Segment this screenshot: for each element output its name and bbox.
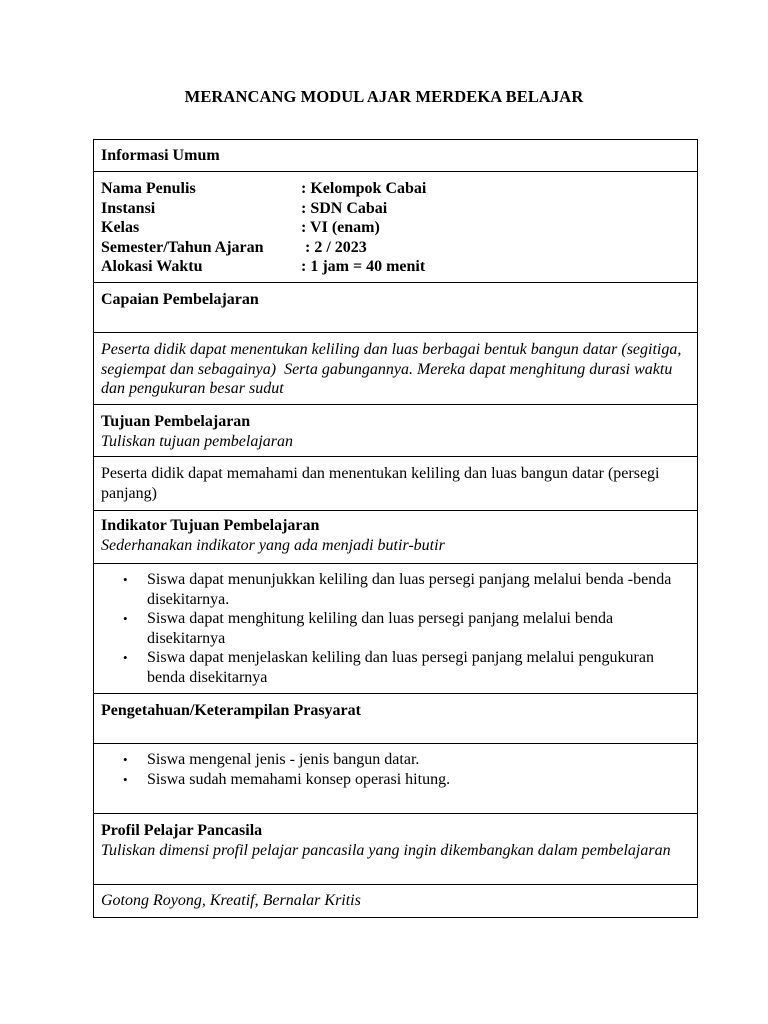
prasyarat-header-row — [94, 694, 698, 744]
prasyarat-body-row — [94, 744, 698, 814]
profil-heading: Profil Pelajar Pancasila — [101, 822, 263, 839]
informasi-umum-row — [94, 172, 698, 283]
prasyarat-list — [101, 750, 690, 789]
tujuan-header-row — [94, 405, 698, 457]
bullet-icon: • — [123, 611, 128, 626]
tujuan-body: Peserta didik dapat memahami dan menentukan keliling dan luas bangun datar (persegi panjang) — [94, 457, 698, 511]
field-label: Alokasi Waktu — [101, 258, 203, 275]
tujuan-heading: Tujuan Pembelajaran — [101, 413, 251, 430]
indikator-heading: Indikator Tujuan Pembelajaran — [101, 517, 320, 534]
field-value: : SDN Cabai — [301, 199, 388, 217]
indikator-body-row — [94, 564, 698, 694]
bullet-icon: • — [123, 771, 128, 787]
field-value: : Kelompok Cabai — [301, 180, 427, 197]
tujuan-hint: Tuliskan tujuan pembelajaran — [101, 432, 293, 450]
profil-body-row — [94, 885, 698, 918]
list-item: • Siswa mengenal jenis - jenis bangun datar. — [123, 751, 420, 768]
bullet-icon: • — [123, 650, 128, 665]
field-value: : 1 jam = 40 menit — [301, 258, 426, 275]
list-item: • Siswa dapat menunjukkan keliling dan luas persegi panjang melalui benda -benda disekitarnya. — [123, 571, 672, 608]
indikator-hint: Sederhanakan indikator yang ada menjadi butir-butir — [101, 536, 445, 554]
field-label: Instansi — [101, 199, 156, 217]
field-label: Semester/Tahun Ajaran — [101, 238, 264, 256]
bullet-icon: • — [123, 572, 128, 587]
profil-header-row — [94, 814, 698, 885]
bullet-icon: • — [123, 752, 128, 767]
info-grid — [101, 179, 690, 277]
capaian-heading: Capaian Pembelajaran — [94, 283, 698, 333]
indikator-header-row — [94, 511, 698, 564]
capaian-body: Peserta didik dapat menentukan keliling dan luas berbagai bentuk bangun datar (segitiga, segiempat dan sebagainya) Serta gabungannya. Mereka dapat menghitung durasi waktu dan pengukuran besar sudut — [94, 333, 698, 405]
prasyarat-heading: Pengetahuan/Keterampilan Prasyarat — [94, 694, 698, 744]
profil-hint: Tuliskan dimensi profil pelajar pancasila yang ingin dikembangkan dalam pembelajaran — [101, 841, 671, 859]
document-title: MERANCANG MODUL AJAR MERDEKA BELAJAR — [184, 87, 584, 106]
informasi-umum-header-row — [94, 140, 698, 172]
field-value: : VI (enam) — [301, 219, 380, 236]
field-value: : 2 / 2023 — [301, 238, 367, 256]
field-label: Kelas — [101, 219, 140, 236]
list-item: • Siswa dapat menghitung keliling dan luas persegi panjang melalui benda disekitarnya — [123, 610, 614, 647]
indikator-list — [101, 570, 690, 687]
tujuan-body-row — [94, 457, 698, 511]
capaian-header-row — [94, 283, 698, 333]
list-item: • Siswa dapat menjelaskan keliling dan luas persegi panjang melalui pengukuran benda disekitarnya — [123, 649, 654, 686]
capaian-body-row — [94, 333, 698, 405]
profil-body: Gotong Royong, Kreatif, Bernalar Kritis — [94, 885, 698, 918]
informasi-umum-heading: Informasi Umum — [94, 140, 698, 172]
field-label: Nama Penulis — [101, 180, 196, 197]
list-item: • Siswa sudah memahami konsep operasi hitung. — [123, 770, 451, 788]
module-table — [93, 139, 698, 918]
